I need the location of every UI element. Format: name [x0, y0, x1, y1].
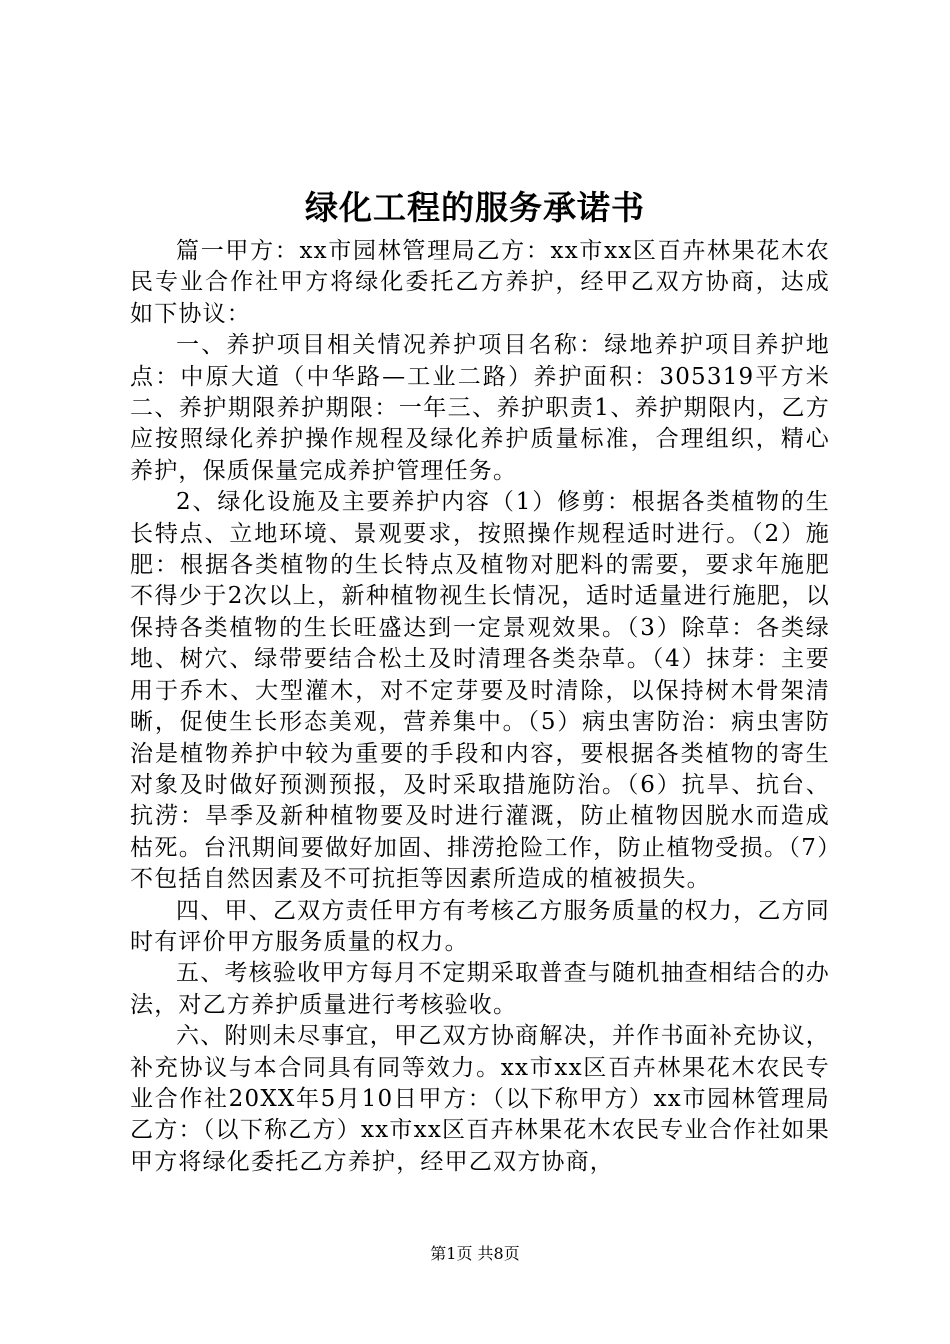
paragraph-project-info: 一、养护项目相关情况养护项目名称：绿地养护项目养护地点：中原大道（中华路—工业二路）养护面积：305319平方米二、养护期限养护期限：一年三、养护职责1、养护期限内，乙方应按照绿化养护操作规程及绿化养护质量标准，合理组织，精心养护，保质保量完成养护管理任务。	[130, 332, 830, 484]
paragraph-maintenance-content: 2、绿化设施及主要养护内容（1）修剪：根据各类植物的生长特点、立地环境、景观要求，按照操作规程适时进行。（2）施肥：根据各类植物的生长特点及植物对肥料的需要，要求年施肥不得少于2次以上，新种植物视生长情况，适时适量进行施肥，以保持各类植物的生长旺盛达到一定景观效果。（3）除草：各类绿地、树穴、绿带要结合松土及时清理各类杂草。（4）抹芽：主要用于乔木、大型灌木，对不定芽要及时清除，以保持树木骨架清晰，促使生长形态美观，营养集中。（5）病虫害防治：病虫害防治是植物养护中较为重要的手段和内容，要根据各类植物的寄生对象及时做好预测预报，及时采取措施防治。（6）抗旱、抗台、抗涝：旱季及新种植物要及时进行灌溉，防止植物因脱水而造成枯死。台汛期间要做好加固、排涝抢险工作，防止植物受损。（7）不包括自然因素及不可抗拒等因素所造成的植被损失。	[130, 489, 830, 893]
document-title: 绿化工程的服务承诺书	[305, 188, 645, 227]
paragraph-supplementary: 六、附则未尽事宜，甲乙双方协商解决，并作书面补充协议，补充协议与本合同具有同等效力。xx市xx区百卉林果花木农民专业合作社20XX年5月10日甲方：（以下称甲方）xx市园林管理局乙方：（以下称乙方）xx市xx区百卉林果花木农民专业合作社如果甲方将绿化委托乙方养护，经甲乙双方协商，	[130, 1023, 830, 1175]
page-number-footer: 第1页 共8页	[430, 1244, 520, 1263]
document-body	[130, 236, 830, 1178]
paragraph-inspection: 五、考核验收甲方每月不定期采取普查与随机抽查相结合的办法，对乙方养护质量进行考核验收。	[130, 960, 830, 1018]
paragraph-responsibilities: 四、甲、乙双方责任甲方有考核乙方服务质量的权力，乙方同时有评价甲方服务质量的权力。	[130, 897, 830, 955]
paragraph-preamble: 篇一甲方：xx市园林管理局乙方：xx市xx区百卉林果花木农民专业合作社甲方将绿化委托乙方养护，经甲乙双方协商，达成如下协议：	[130, 238, 830, 327]
